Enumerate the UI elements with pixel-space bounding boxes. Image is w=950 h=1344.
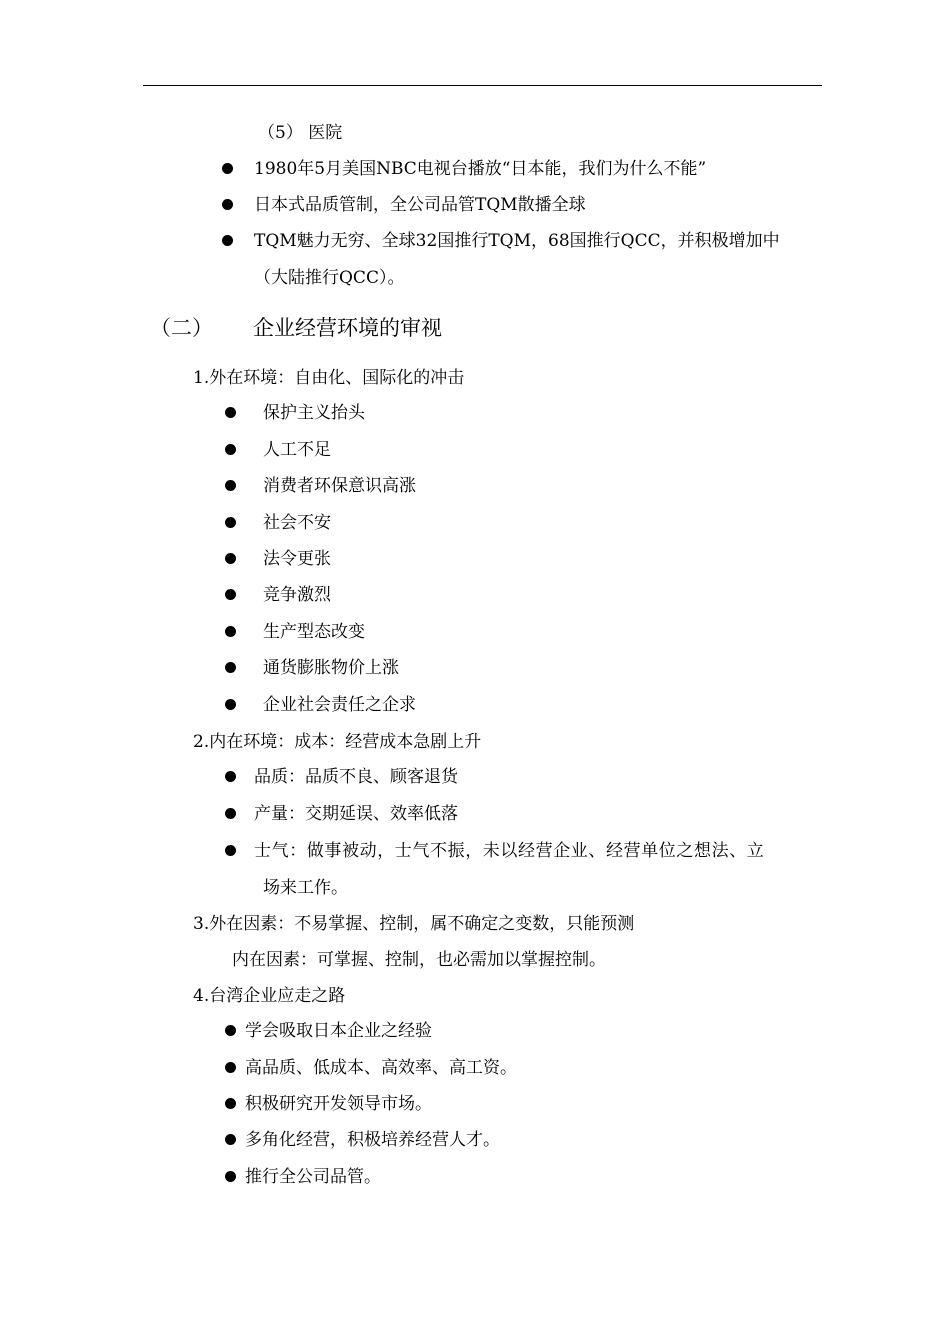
external-item-7: 生产型态改变 (263, 622, 365, 642)
intro-bullet-1: 1980年5月美国NBC电视台播放“日本能，我们为什么不能” (254, 159, 707, 179)
external-item-8: 通货膨胀物价上涨 (263, 658, 399, 678)
bullet-icon (225, 444, 236, 455)
bullet-icon (225, 699, 236, 710)
bullet-icon (225, 808, 236, 819)
section-title: 企业经营环境的审视 (253, 316, 442, 340)
intro-bullet-2: 日本式品质管制，全公司品管TQM散播全球 (254, 195, 586, 215)
intro-item-5: （5） 医院 (258, 123, 343, 143)
bullet-icon (222, 163, 233, 174)
external-item-5: 法令更张 (263, 549, 331, 569)
bullet-icon (225, 845, 236, 856)
taiwan-item-4: 多角化经营，积极培养经营人才。 (245, 1130, 500, 1150)
bullet-icon (225, 589, 236, 600)
taiwan-item-2: 高品质、低成本、高效率、高工资。 (245, 1058, 517, 1078)
taiwan-item-3: 积极研究开发领导市场。 (245, 1094, 432, 1114)
bullet-icon (225, 662, 236, 673)
intro-bullet-3-continued: （大陆推行QCC）。 (254, 268, 405, 288)
internal-environment-heading: 2.内在环境：成本：经营成本急剧上升 (193, 732, 482, 752)
section-number: （二） (150, 316, 213, 340)
internal-factors: 内在因素：可掌握、控制，也必需加以掌握控制。 (232, 950, 606, 970)
bullet-icon (225, 1171, 236, 1182)
bullet-icon (225, 1098, 236, 1109)
internal-item-3: 士气：做事被动，士气不振，未以经营企业、经营单位之想法、立 (254, 841, 765, 861)
bullet-icon (222, 235, 233, 246)
bullet-icon (225, 407, 236, 418)
internal-item-1: 品质：品质不良、顾客退货 (254, 767, 458, 787)
bullet-icon (225, 1134, 236, 1145)
bullet-icon (225, 1062, 236, 1073)
external-item-3: 消费者环保意识高涨 (263, 476, 416, 496)
taiwan-heading: 4.台湾企业应走之路 (193, 986, 346, 1006)
external-item-9: 企业社会责任之企求 (263, 695, 416, 715)
bullet-icon (225, 517, 236, 528)
external-environment-heading: 1.外在环境：自由化、国际化的冲击 (193, 368, 465, 388)
external-item-6: 竞争激烈 (263, 585, 331, 605)
header-rule (143, 85, 822, 86)
bullet-icon (225, 771, 236, 782)
external-item-2: 人工不足 (263, 440, 331, 460)
external-factors: 3.外在因素：不易掌握、控制，属不确定之变数，只能预测 (193, 914, 635, 934)
bullet-icon (225, 480, 236, 491)
bullet-icon (225, 626, 236, 637)
taiwan-item-5: 推行全公司品管。 (245, 1167, 381, 1187)
external-item-1: 保护主义抬头 (263, 403, 365, 423)
bullet-icon (225, 553, 236, 564)
external-item-4: 社会不安 (263, 513, 331, 533)
taiwan-item-1: 学会吸取日本企业之经验 (245, 1021, 432, 1041)
bullet-icon (225, 1025, 236, 1036)
bullet-icon (222, 199, 233, 210)
intro-bullet-3: TQM魅力无穷、全球32国推行TQM，68国推行QCC，并积极增加中 (254, 231, 780, 251)
internal-item-2: 产量：交期延误、效率低落 (254, 804, 458, 824)
internal-item-3-continued: 场来工作。 (263, 878, 348, 898)
